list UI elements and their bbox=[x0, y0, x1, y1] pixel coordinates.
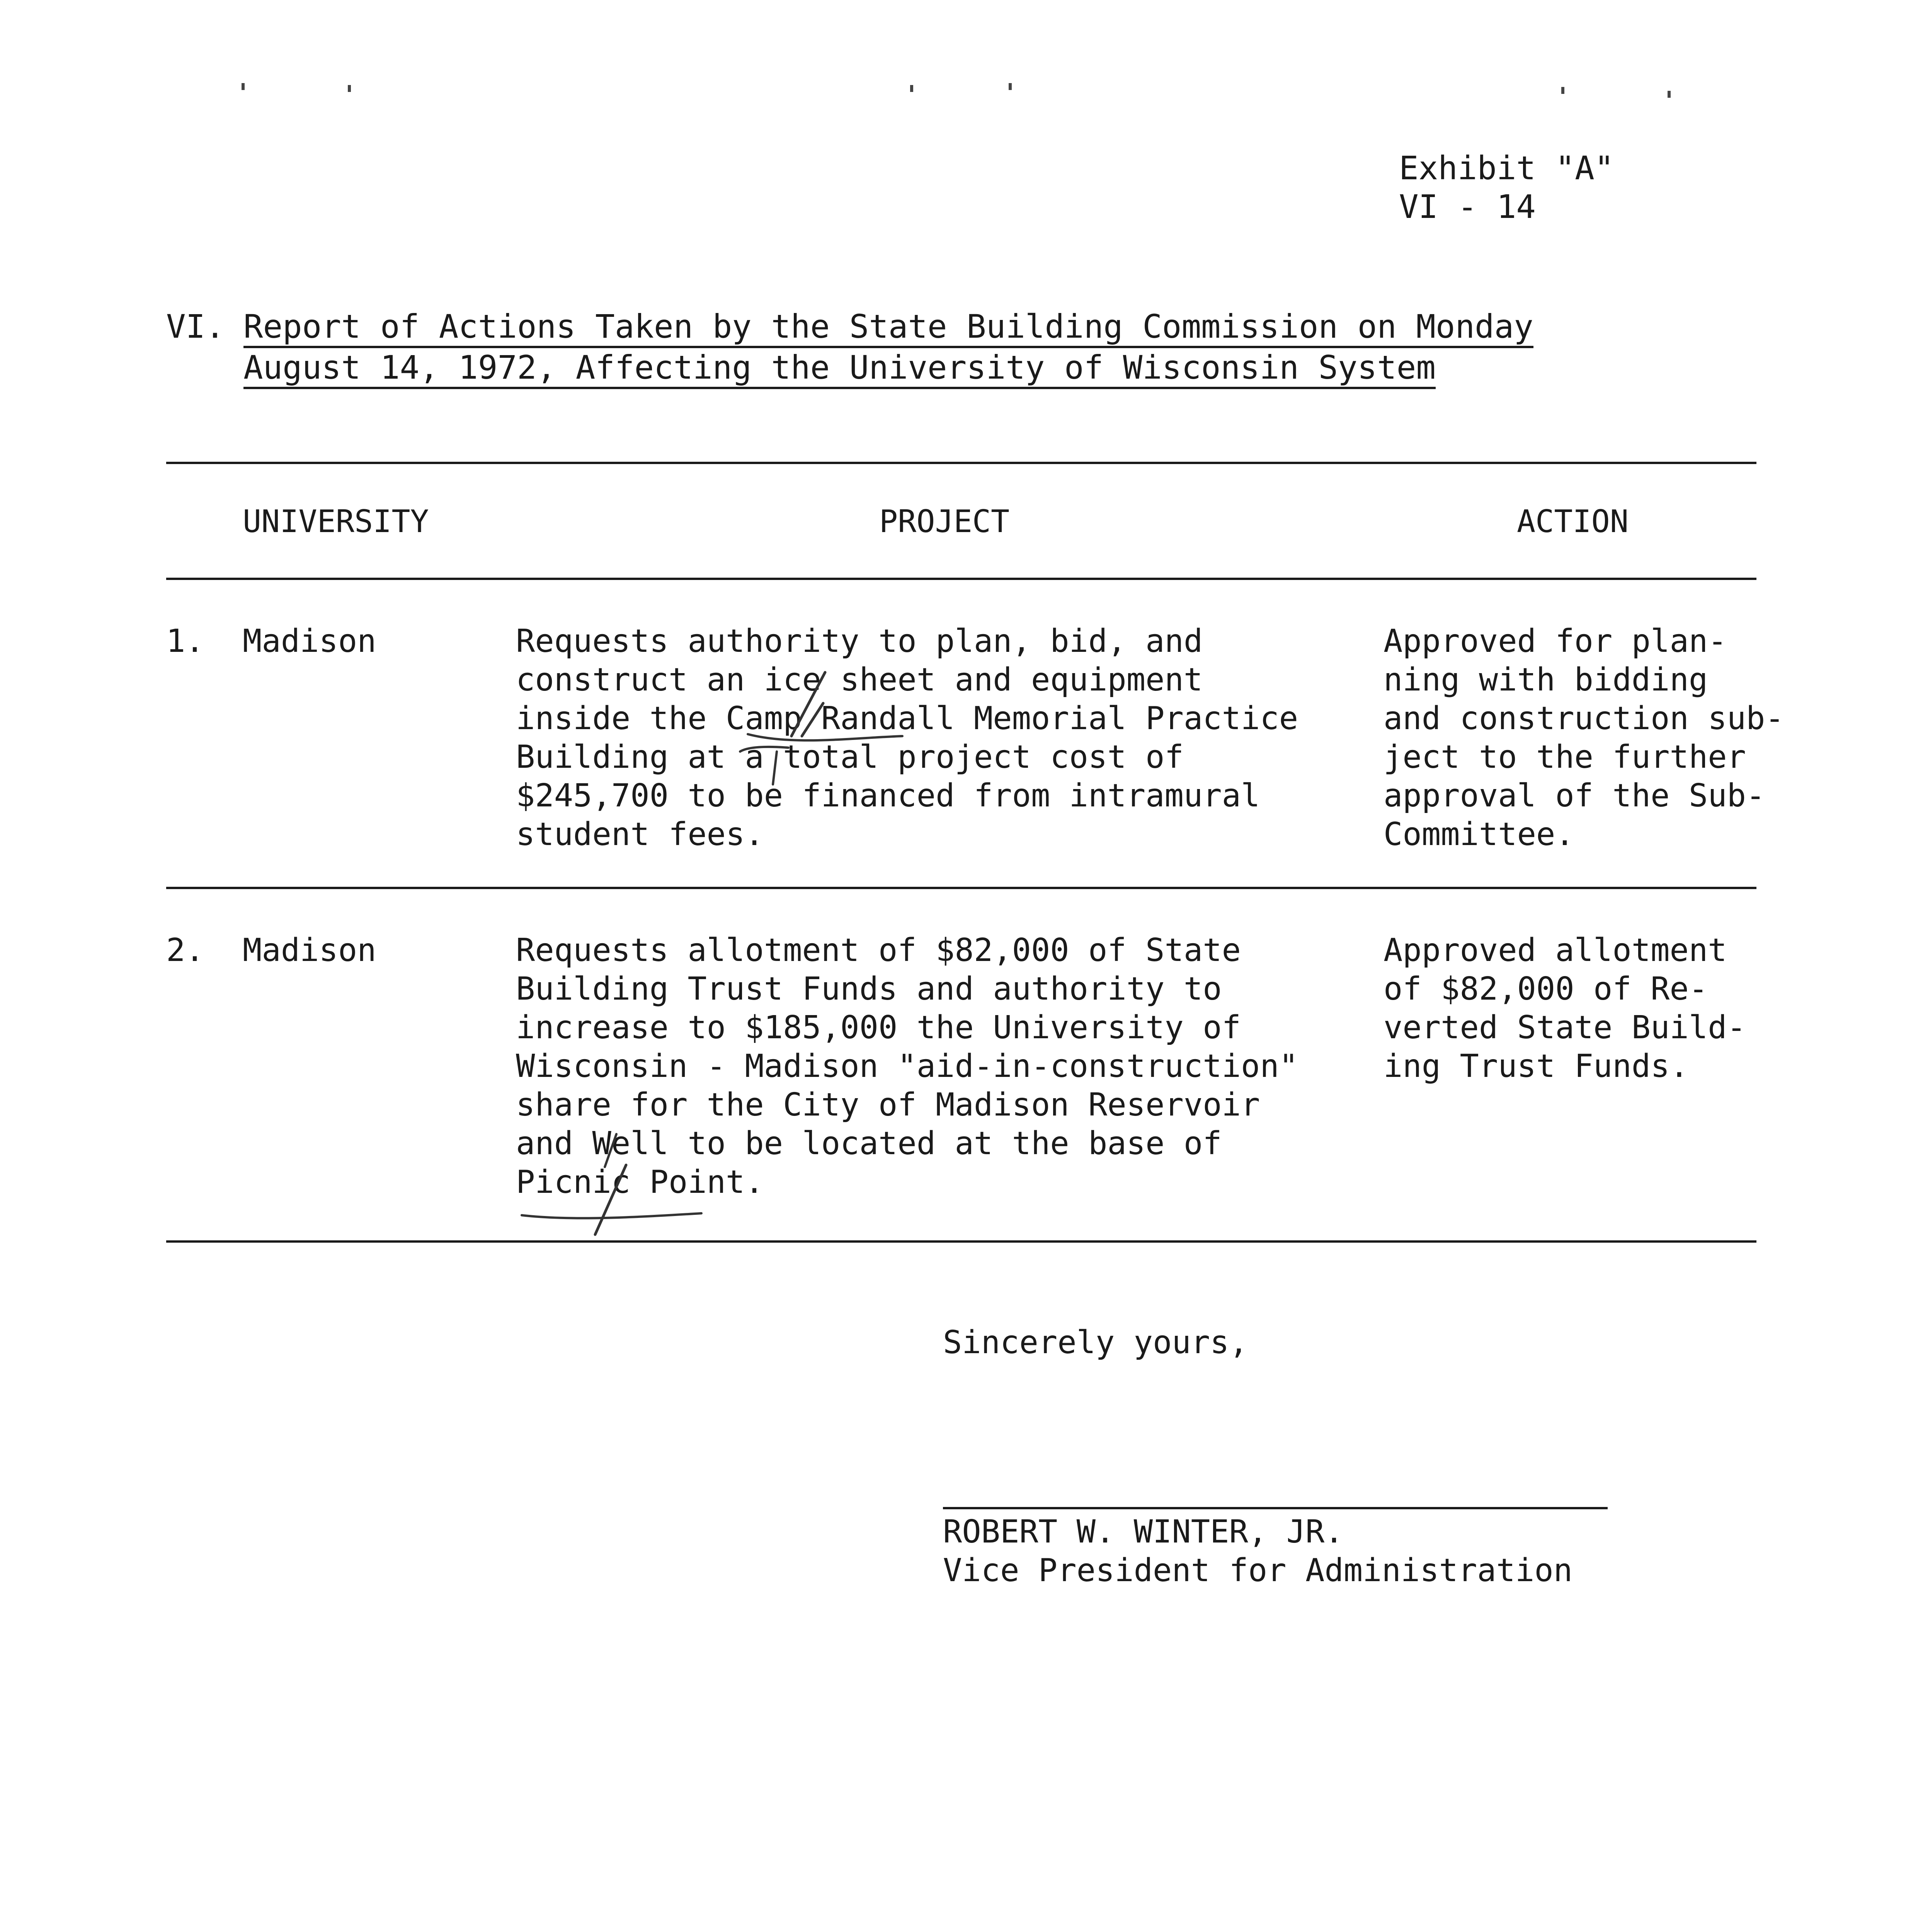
section-title-line-2: August 14, 1972, Affecting the University of Wisconsin System bbox=[243, 348, 1436, 389]
table-top-rule bbox=[166, 462, 1756, 464]
scan-speck bbox=[1561, 87, 1564, 94]
row-action: Approved for plan- ning with bidding and construction sub- ject to the further approval of the Sub- Committee. bbox=[1384, 623, 1784, 853]
row-project: Requests authority to plan, bid, and construct an ice sheet and equipment inside the Camp Randall Memorial Practice Building at a total project cost of $245,700 to be financed from intramural student fees. bbox=[516, 623, 1298, 853]
closing-salutation: Sincerely yours, bbox=[943, 1324, 1248, 1361]
section-number: VI. bbox=[166, 308, 225, 345]
signer-title: Vice President for Administration bbox=[943, 1552, 1573, 1589]
exhibit-header bbox=[1399, 149, 1614, 226]
row-project: Requests allotment of $82,000 of State Building Trust Funds and authority to increase to $185,000 the University of Wisconsin - Madison "aid-in-construction" share for the City of Madison Reservoir and Well to be located at the base of Picnic Point. bbox=[516, 932, 1298, 1201]
column-header-project: PROJECT bbox=[879, 503, 1010, 539]
table-bottom-rule bbox=[166, 1240, 1756, 1243]
row-action: Approved allotment of $82,000 of Re- verted State Build- ing Trust Funds. bbox=[1384, 932, 1746, 1085]
exhibit-label: Exhibit "A" bbox=[1399, 149, 1614, 187]
column-header-action: ACTION bbox=[1517, 503, 1629, 539]
table-row-divider bbox=[166, 887, 1756, 889]
signer-name: ROBERT W. WINTER, JR. bbox=[943, 1514, 1344, 1550]
page-reference: VI - 14 bbox=[1399, 188, 1536, 226]
column-header-university: UNIVERSITY bbox=[243, 503, 429, 539]
section-title-line-1: Report of Actions Taken by the State Building Commission on Monday bbox=[243, 307, 1533, 348]
table-header-rule bbox=[166, 578, 1756, 580]
row-number: 1. bbox=[166, 623, 204, 660]
row-university: Madison bbox=[243, 623, 376, 660]
scan-speck bbox=[242, 83, 245, 90]
row-university: Madison bbox=[243, 932, 376, 969]
scan-speck bbox=[348, 85, 351, 92]
signature-line bbox=[943, 1507, 1608, 1509]
scan-speck bbox=[1668, 91, 1671, 98]
row-number: 2. bbox=[166, 932, 204, 969]
scan-speck bbox=[1009, 83, 1012, 90]
scan-speck bbox=[910, 85, 913, 92]
